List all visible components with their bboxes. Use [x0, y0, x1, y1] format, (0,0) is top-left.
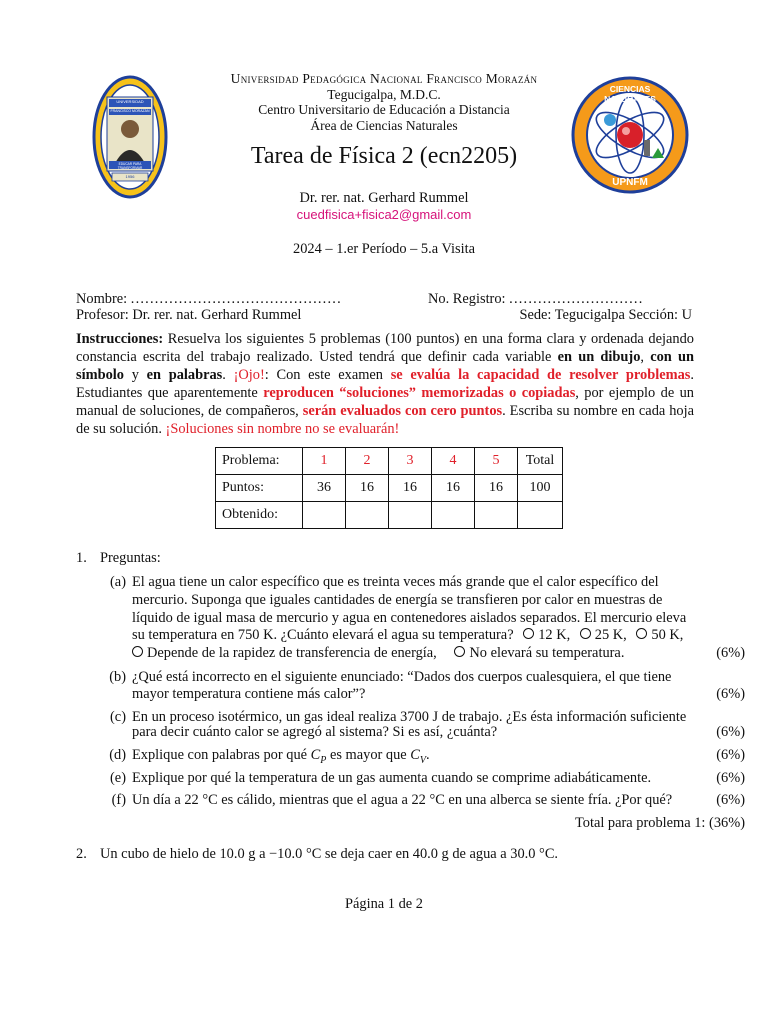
profesor: Profesor: Dr. rer. nat. Gerhard Rummel: [76, 307, 302, 323]
question-f-text: Un día a 22 °C es cálido, mientras que el agua a 22 °C en una alberca se siente fría. ¿Por qué?: [132, 792, 673, 808]
cp-symbol: C: [310, 747, 321, 763]
email-link[interactable]: cuedfisica+fisica2@gmail.com: [296, 207, 472, 222]
obtenido-cell[interactable]: [475, 502, 518, 529]
page-title: Tarea de Física 2 (ecn2205): [250, 143, 518, 169]
table-row: [216, 448, 563, 475]
obtenido-cell[interactable]: [432, 502, 475, 529]
instructions-t4: .: [222, 367, 234, 383]
option-50k: 50 K,: [651, 627, 684, 643]
obtenido-cell[interactable]: [518, 502, 563, 529]
instructions: [76, 330, 694, 438]
city: Tegucigalpa, M.D.C.: [327, 87, 441, 102]
question-b-line2: mayor temperatura contiene más calor”?: [132, 686, 366, 702]
table-row: [216, 502, 563, 529]
instructions-b2: con un símbolo: [76, 349, 694, 383]
question-e-text: Explique por qué la temperatura de un gas aumenta cuando se comprime adiabáticamente.: [132, 770, 652, 786]
instructions-label: Instrucciones:: [76, 331, 164, 347]
option-radio-icon[interactable]: [580, 628, 591, 639]
instructions-t1: Resuelva los siguientes 5 problemas (100 puntos) en una forma clara y ordenada dejando constancia escrita del trabajo realizado. Usted tendrá que definir cada variable: [76, 331, 694, 365]
question-f-label: (f): [111, 792, 126, 808]
author: Dr. rer. nat. Gerhard Rummel: [299, 190, 469, 206]
cp-subscript: P: [320, 754, 327, 766]
instructions-b3: en palabras: [146, 367, 223, 383]
problem-1-title: Preguntas:: [100, 550, 161, 566]
problem-2-text: Un cubo de hielo de 10.0 g a −10.0 °C se deja caer en 40.0 g de agua a 30.0 °C.: [100, 846, 559, 862]
question-d-pre: Explique con palabras por qué: [132, 747, 311, 763]
option-radio-icon[interactable]: [454, 646, 465, 657]
option-no-elevara: No elevará su temperatura.: [469, 645, 625, 661]
table-cell: 16: [346, 475, 389, 502]
registro-label: No. Registro:: [428, 291, 506, 307]
question-a-label: (a): [110, 574, 126, 590]
question-c-line1: En un proceso isotérmico, un gas ideal realiza 3700 J de trabajo. ¿Es ésta información suficiente: [132, 709, 687, 725]
question-a-points: (6%): [716, 645, 745, 661]
question-a-line4: [132, 626, 683, 644]
question-d-end: .: [426, 747, 430, 763]
instructions-b1: en un dibujo: [557, 349, 641, 365]
question-e-label: (e): [110, 770, 126, 786]
option-12k: 12 K,: [538, 627, 571, 643]
question-c-points: (6%): [716, 724, 745, 740]
instructions-t3: y: [123, 367, 147, 383]
problem-1-total: Total para problema 1: (36%): [574, 815, 745, 831]
upn-logo-bottom-text: EDUCAR PARA TRANSFORMAR: [117, 162, 143, 170]
university-name: Universidad Pedagógica Nacional Francisco Morazán: [230, 71, 538, 86]
instructions-t8: . Escriba su nombre en cada hoja de su solución.: [76, 403, 694, 437]
question-a-line2: mercurio. Suponga que iguales cantidades de energía se transfieren por calor en muestras de: [132, 592, 663, 608]
score-table: [215, 447, 563, 529]
period: 2024 – 1.er Período – 5.a Visita: [293, 241, 475, 257]
registro-dots: ............................: [509, 291, 644, 307]
table-cell: 5: [475, 448, 518, 475]
question-d-points: (6%): [716, 747, 745, 763]
table-cell: Puntos:: [216, 475, 303, 502]
upn-logo-top-text: UNIVERSIDAD: [116, 99, 144, 104]
upn-logo-mid-text: FRANCISCO MORAZÁN: [110, 109, 150, 113]
option-radio-icon[interactable]: [132, 646, 143, 657]
instructions-r3: reproducen “soluciones” memorizadas o copiadas: [263, 385, 576, 401]
problem-2-number: 2.: [76, 846, 87, 862]
question-a-line4-text: su temperatura en 750 K. ¿Cuánto elevará el agua su temperatura?: [132, 627, 514, 643]
instructions-r2: se evalúa la capacidad de resolver problemas: [390, 367, 691, 383]
nombre-dots: ............................................: [130, 291, 342, 307]
option-radio-icon[interactable]: [636, 628, 647, 639]
question-f-points: (6%): [716, 792, 745, 808]
option-25k: 25 K,: [594, 627, 627, 643]
table-cell: 100: [518, 475, 563, 502]
area-name: Área de Ciencias Naturales: [310, 118, 458, 133]
obtenido-cell[interactable]: [346, 502, 389, 529]
logo-bottom-text: UPNFM: [612, 177, 648, 188]
cv-symbol: C: [410, 747, 420, 763]
instructions-t7: , por ejemplo de un manual de soluciones, de compañeros,: [76, 385, 695, 419]
table-cell: 3: [389, 448, 432, 475]
nombre-label: Nombre:: [76, 291, 128, 307]
question-a-line1: El agua tiene un calor específico que es treinta veces más grande que el calor específico del: [132, 574, 659, 590]
table-cell: 4: [432, 448, 475, 475]
question-c-line2: para decir cuánto calor se agregó al sistema? Si es así, ¿cuánta?: [132, 724, 498, 740]
table-cell: Total: [518, 448, 563, 475]
question-b-line1: ¿Qué está incorrecto en el siguiente enunciado: “Dados dos cuerpos cualesquiera, el que tiene: [132, 669, 672, 685]
table-cell: 2: [346, 448, 389, 475]
upn-logo-year-text: 1956: [125, 174, 135, 179]
question-b-label: (b): [109, 669, 126, 685]
obtenido-cell[interactable]: [389, 502, 432, 529]
question-d-mid: es mayor que: [326, 747, 411, 763]
table-cell: 16: [432, 475, 475, 502]
table-cell: Obtenido:: [216, 502, 303, 529]
instructions-r4: serán evaluados con cero puntos: [302, 403, 503, 419]
table-cell: 36: [303, 475, 346, 502]
logo-top-text: CIENCIAS NATURALES: [604, 84, 656, 104]
table-cell: Problema:: [216, 448, 303, 475]
question-d-text: [132, 746, 430, 770]
question-c-label: (c): [110, 709, 126, 725]
option-radio-icon[interactable]: [523, 628, 534, 639]
obtenido-cell[interactable]: [303, 502, 346, 529]
question-a-line5: [126, 644, 624, 662]
instructions-ojo: ¡Ojo!: [233, 367, 265, 383]
question-d-label: (d): [109, 747, 126, 763]
instructions-t5: : Con este examen: [264, 367, 391, 383]
cv-subscript: V: [419, 754, 426, 766]
table-cell: 16: [475, 475, 518, 502]
page-number: Página 1 de 2: [345, 896, 423, 912]
center-name: Centro Universitario de Educación a Distancia: [258, 102, 510, 117]
instructions-t6: . Estudiantes que aparentemente: [76, 367, 694, 401]
table-cell: 1: [303, 448, 346, 475]
problem-1-number: 1.: [76, 550, 87, 566]
table-row: [216, 475, 563, 502]
option-depende: Depende de la rapidez de transferencia de energía,: [147, 645, 437, 661]
question-a-line3: líquido de igual masa de mercurio y agua en contenedores aislados separados. El mercurio eleva: [132, 610, 687, 626]
instructions-t2: ,: [640, 349, 651, 365]
question-b-points: (6%): [716, 686, 745, 702]
instructions-r5: ¡Soluciones sin nombre no se evaluarán!: [165, 421, 400, 437]
sede: Sede: Tegucigalpa Sección: U: [519, 307, 692, 323]
table-cell: 16: [389, 475, 432, 502]
question-e-points: (6%): [716, 770, 745, 786]
